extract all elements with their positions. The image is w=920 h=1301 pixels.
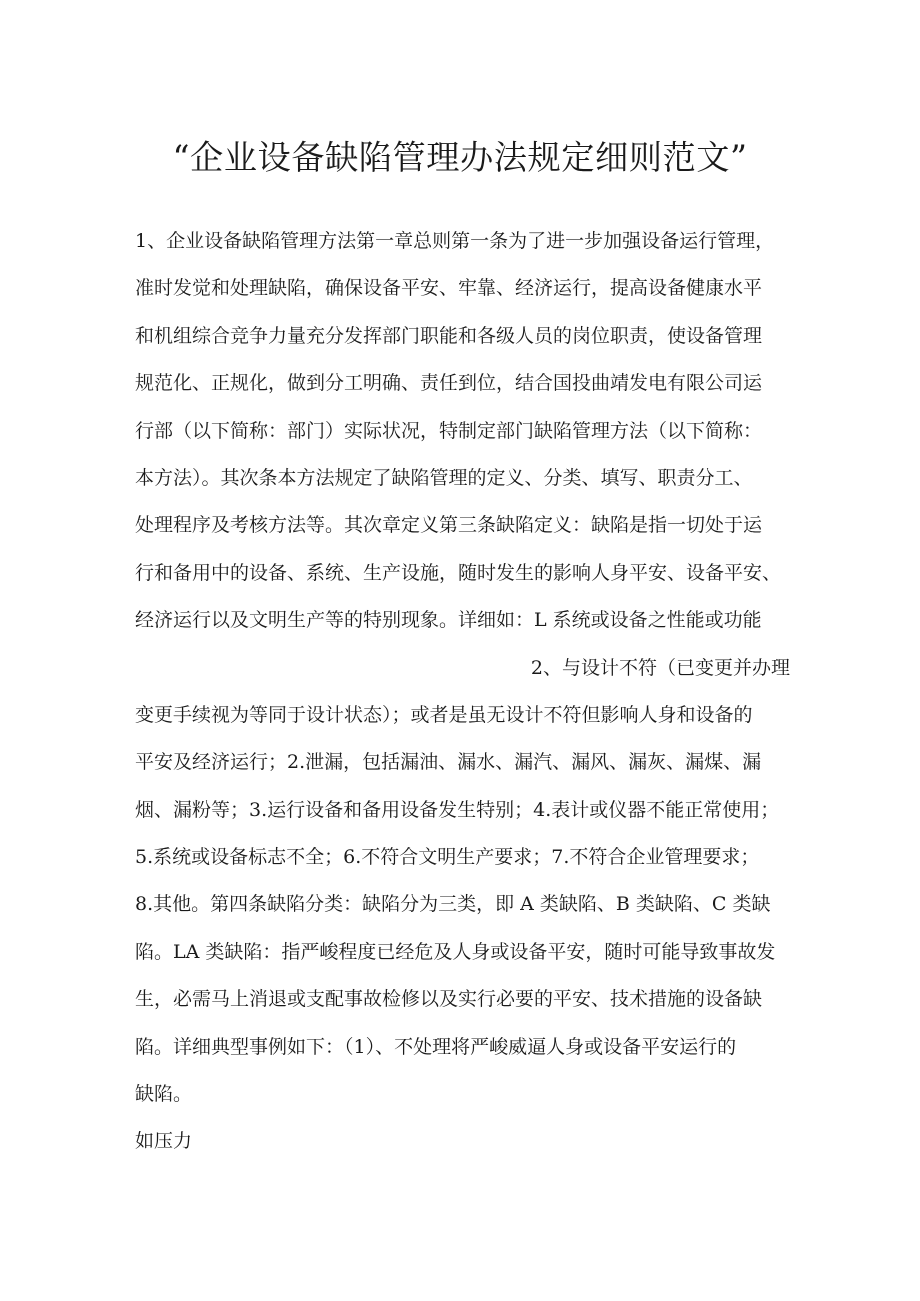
body-line: 平安及经济运行；2.泄漏，包括漏油、漏水、漏汽、漏风、漏灰、漏煤、漏 [135, 751, 762, 774]
body-line: 烟、漏粉等；3.运行设备和备用设备发生特别；4.表计或仪器不能正常使用； [135, 798, 780, 821]
document-title: “企业设备缺陷管理办法规定细则范文” [172, 138, 748, 177]
body-line: 处理程序及考核方法等。其次章定义第三条缺陷定义：缺陷是指一切处于运 [135, 514, 763, 537]
body-line: 行部（以下简称：部门）实际状况，特制定部门缺陷管理方法（以下简称： [135, 419, 763, 442]
body-line-right-aligned: 2、与设计不符（已变更并办理 [530, 656, 790, 679]
body-line: 变更手续视为等同于设计状态）；或者是虽无设计不符但影响人身和设备的 [135, 703, 753, 726]
body-line: 陷。详细典型事例如下：（1）、不处理将严峻威逼人身或设备平安运行的 [135, 1035, 737, 1058]
body-line: 本方法）。其次条本方法规定了缺陷管理的定义、分类、填写、职责分工、 [135, 466, 753, 489]
body-line: 1、企业设备缺陷管理方法第一章总则第一条为了进一步加强设备运行管理， [135, 230, 775, 252]
body-line: 行和备用中的设备、系统、生产设施，随时发生的影响人身平安、设备平安、 [135, 561, 782, 584]
body-line: 8.其他。第四条缺陷分类：缺陷分为三类，即 A 类缺陷、B 类缺陷、C 类缺 [135, 893, 771, 916]
body-line: 规范化、正规化，做到分工明确、责任到位，结合国投曲靖发电有限公司运 [135, 372, 763, 395]
document-body [135, 218, 790, 1166]
body-line: 生，必需马上消退或支配事故检修以及实行必要的平安、技术措施的设备缺 [135, 988, 763, 1011]
body-line: 5.系统或设备标志不全；6.不符合文明生产要求；7.不符合企业管理要求； [135, 846, 760, 869]
body-line: 缺陷。 [135, 1083, 193, 1106]
body-line: 经济运行以及文明生产等的特别现象。详细如：L 系统或设备之性能或功能 [135, 609, 762, 632]
body-line: 如压力 [135, 1130, 193, 1153]
body-line: 和机组综合竞争力量充分发挥部门职能和各级人员的岗位职责，使设备管理 [135, 324, 763, 347]
body-line: 陷。LA 类缺陷：指严峻程度已经危及人身或设备平安，随时可能导致事故发 [135, 940, 776, 963]
body-line: 准时发觉和处理缺陷，确保设备平安、牢靠、经济运行，提高设备健康水平 [135, 277, 763, 300]
